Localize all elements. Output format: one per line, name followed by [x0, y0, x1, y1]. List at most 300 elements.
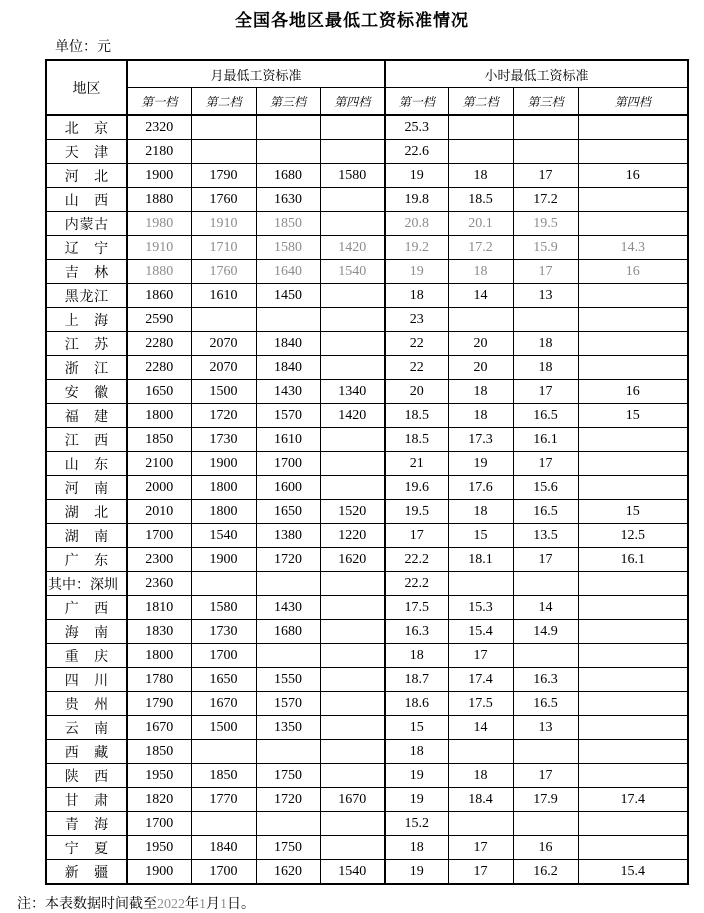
hourly-tier3-cell: 17	[513, 452, 578, 476]
monthly-tier2-cell: 1730	[191, 620, 256, 644]
hourly-tier4-cell	[578, 140, 688, 164]
hourly-tier3-cell: 18	[513, 332, 578, 356]
header-group-row	[46, 60, 688, 88]
region-name: 河南	[64, 481, 109, 497]
hourly-tier4-cell	[578, 452, 688, 476]
region-name: 吉林	[64, 265, 109, 281]
region-name: 辽宁	[64, 241, 109, 257]
monthly-tier4-cell	[320, 668, 385, 692]
region-name: 黑龙江	[64, 289, 109, 305]
table-row	[46, 716, 688, 740]
table-row	[46, 836, 688, 860]
table-row	[46, 236, 688, 260]
monthly-tier4-cell	[320, 836, 385, 860]
region-cell	[46, 115, 127, 140]
footer-note-month: 1	[199, 897, 206, 912]
monthly-tier4-cell: 1580	[320, 164, 385, 188]
monthly-tier2-cell: 1800	[191, 476, 256, 500]
monthly-tier4-cell	[320, 764, 385, 788]
hourly-tier2-cell: 15.4	[448, 620, 513, 644]
monthly-tier4-cell	[320, 212, 385, 236]
region-cell	[46, 500, 127, 524]
table-row	[46, 860, 688, 885]
hourly-tier2-cell: 17	[448, 836, 513, 860]
hourly-tier4-cell: 16.1	[578, 548, 688, 572]
region-name: 湖北	[64, 505, 109, 521]
hourly-tier1-cell: 18	[385, 284, 448, 308]
monthly-tier4-cell: 1540	[320, 860, 385, 885]
document-page	[0, 6, 704, 913]
monthly-tier2-cell: 1500	[191, 380, 256, 404]
hourly-tier3-cell: 19.5	[513, 212, 578, 236]
region-cell	[46, 284, 127, 308]
monthly-tier2-cell	[191, 740, 256, 764]
hourly-tier1-cell: 19	[385, 860, 448, 885]
hourly-tier1-cell: 19.2	[385, 236, 448, 260]
monthly-tier3-cell: 1570	[256, 692, 320, 716]
table-row	[46, 500, 688, 524]
monthly-tier2-cell: 1800	[191, 500, 256, 524]
monthly-tier2-cell	[191, 140, 256, 164]
hourly-tier4-cell	[578, 428, 688, 452]
monthly-tier3-cell: 1720	[256, 788, 320, 812]
region-name: 山东	[64, 457, 109, 473]
monthly-tier1-cell: 2000	[127, 476, 191, 500]
page-title: 全国各地区最低工资标准情况	[235, 11, 469, 30]
header-hourly-tier3: 第三档	[513, 88, 578, 116]
hourly-tier1-cell: 22	[385, 356, 448, 380]
hourly-tier3-cell: 16.5	[513, 404, 578, 428]
monthly-tier3-cell: 1840	[256, 356, 320, 380]
unit-note: 单位：元	[55, 40, 111, 55]
monthly-tier3-cell: 1570	[256, 404, 320, 428]
monthly-tier3-cell: 1600	[256, 476, 320, 500]
monthly-tier1-cell: 2100	[127, 452, 191, 476]
monthly-tier2-cell: 1790	[191, 164, 256, 188]
minimum-wage-table	[45, 59, 689, 885]
monthly-tier2-cell: 1610	[191, 284, 256, 308]
hourly-tier1-cell: 19.8	[385, 188, 448, 212]
hourly-tier3-cell	[513, 308, 578, 332]
hourly-tier2-cell: 17.6	[448, 476, 513, 500]
hourly-tier4-cell: 16	[578, 380, 688, 404]
region-name: 天津	[64, 145, 109, 161]
hourly-tier1-cell: 18.6	[385, 692, 448, 716]
hourly-tier3-cell: 13	[513, 716, 578, 740]
header-region: 地区	[46, 60, 127, 115]
hourly-tier2-cell	[448, 308, 513, 332]
monthly-tier2-cell: 1540	[191, 524, 256, 548]
hourly-tier3-cell: 13	[513, 284, 578, 308]
hourly-tier2-cell: 18.1	[448, 548, 513, 572]
region-name: 广东	[64, 553, 109, 569]
table-header	[46, 60, 688, 115]
hourly-tier3-cell: 18	[513, 356, 578, 380]
hourly-tier2-cell: 17	[448, 644, 513, 668]
hourly-tier2-cell	[448, 740, 513, 764]
region-cell	[46, 644, 127, 668]
table-row	[46, 188, 688, 212]
hourly-tier2-cell: 18.5	[448, 188, 513, 212]
monthly-tier1-cell: 1950	[127, 836, 191, 860]
table-row	[46, 115, 688, 140]
monthly-tier4-cell	[320, 115, 385, 140]
monthly-tier1-cell: 1650	[127, 380, 191, 404]
monthly-tier2-cell: 1900	[191, 452, 256, 476]
monthly-tier1-cell: 1700	[127, 812, 191, 836]
region-name: 浙江	[64, 361, 109, 377]
monthly-tier4-cell	[320, 452, 385, 476]
hourly-tier4-cell	[578, 212, 688, 236]
table-row	[46, 332, 688, 356]
monthly-tier1-cell: 2590	[127, 308, 191, 332]
region-name: 上海	[64, 313, 109, 329]
hourly-tier3-cell: 16.2	[513, 860, 578, 885]
monthly-tier1-cell: 1790	[127, 692, 191, 716]
monthly-tier3-cell: 1700	[256, 452, 320, 476]
hourly-tier4-cell	[578, 692, 688, 716]
region-cell	[46, 236, 127, 260]
table-row	[46, 524, 688, 548]
region-cell	[46, 572, 127, 596]
monthly-tier2-cell: 1700	[191, 644, 256, 668]
hourly-tier2-cell	[448, 115, 513, 140]
monthly-tier3-cell: 1680	[256, 620, 320, 644]
region-cell	[46, 308, 127, 332]
hourly-tier2-cell: 20	[448, 332, 513, 356]
hourly-tier2-cell	[448, 140, 513, 164]
table-row	[46, 284, 688, 308]
monthly-tier2-cell: 1650	[191, 668, 256, 692]
hourly-tier3-cell	[513, 812, 578, 836]
hourly-tier3-cell: 16.5	[513, 500, 578, 524]
region-name: 陕西	[64, 769, 109, 785]
region-name: 四川	[64, 673, 109, 689]
monthly-tier4-cell	[320, 692, 385, 716]
monthly-tier1-cell: 1800	[127, 404, 191, 428]
hourly-tier4-cell	[578, 572, 688, 596]
region-cell	[46, 716, 127, 740]
hourly-tier1-cell: 15	[385, 716, 448, 740]
monthly-tier4-cell: 1670	[320, 788, 385, 812]
hourly-tier2-cell: 18	[448, 500, 513, 524]
monthly-tier1-cell: 2180	[127, 140, 191, 164]
hourly-tier3-cell: 17	[513, 164, 578, 188]
hourly-tier4-cell	[578, 188, 688, 212]
region-cell	[46, 428, 127, 452]
monthly-tier4-cell	[320, 428, 385, 452]
monthly-tier3-cell: 1450	[256, 284, 320, 308]
monthly-tier3-cell: 1380	[256, 524, 320, 548]
monthly-tier4-cell: 1220	[320, 524, 385, 548]
monthly-tier1-cell: 1850	[127, 740, 191, 764]
monthly-tier3-cell	[256, 740, 320, 764]
hourly-tier4-cell	[578, 332, 688, 356]
monthly-tier4-cell: 1620	[320, 548, 385, 572]
table-row	[46, 812, 688, 836]
hourly-tier1-cell: 23	[385, 308, 448, 332]
monthly-tier4-cell	[320, 812, 385, 836]
monthly-tier1-cell: 1900	[127, 860, 191, 885]
hourly-tier1-cell: 20	[385, 380, 448, 404]
region-cell	[46, 380, 127, 404]
table-row	[46, 788, 688, 812]
hourly-tier4-cell	[578, 716, 688, 740]
region-name: 江苏	[64, 337, 109, 353]
monthly-tier4-cell: 1340	[320, 380, 385, 404]
hourly-tier2-cell: 19	[448, 452, 513, 476]
monthly-tier1-cell: 1950	[127, 764, 191, 788]
monthly-tier3-cell: 1650	[256, 500, 320, 524]
monthly-tier2-cell	[191, 572, 256, 596]
hourly-tier2-cell: 18	[448, 260, 513, 284]
monthly-tier3-cell: 1640	[256, 260, 320, 284]
hourly-tier3-cell	[513, 572, 578, 596]
region-name: 湖南	[64, 529, 109, 545]
region-cell	[46, 476, 127, 500]
monthly-tier3-cell: 1750	[256, 836, 320, 860]
region-name: 河北	[64, 169, 109, 185]
monthly-tier4-cell	[320, 740, 385, 764]
header-hourly-tier4: 第四档	[578, 88, 688, 116]
monthly-tier2-cell: 2070	[191, 332, 256, 356]
hourly-tier4-cell	[578, 740, 688, 764]
region-name: 山西	[64, 193, 109, 209]
table-row	[46, 644, 688, 668]
monthly-tier1-cell: 1900	[127, 164, 191, 188]
table-row	[46, 404, 688, 428]
table-row	[46, 356, 688, 380]
monthly-tier2-cell: 1840	[191, 836, 256, 860]
monthly-tier1-cell: 1850	[127, 428, 191, 452]
monthly-tier4-cell	[320, 308, 385, 332]
monthly-tier1-cell: 1670	[127, 716, 191, 740]
hourly-tier4-cell	[578, 668, 688, 692]
region-name: 青海	[64, 817, 109, 833]
region-name: 云南	[64, 721, 109, 737]
hourly-tier1-cell: 22	[385, 332, 448, 356]
hourly-tier2-cell	[448, 572, 513, 596]
hourly-tier1-cell: 18	[385, 644, 448, 668]
monthly-tier2-cell	[191, 115, 256, 140]
hourly-tier3-cell: 16.1	[513, 428, 578, 452]
monthly-tier3-cell	[256, 644, 320, 668]
hourly-tier4-cell: 16	[578, 164, 688, 188]
hourly-tier1-cell: 18	[385, 836, 448, 860]
monthly-tier4-cell	[320, 332, 385, 356]
hourly-tier3-cell: 17.9	[513, 788, 578, 812]
region-cell	[46, 692, 127, 716]
hourly-tier1-cell: 17	[385, 524, 448, 548]
monthly-tier3-cell: 1840	[256, 332, 320, 356]
monthly-tier4-cell	[320, 356, 385, 380]
hourly-tier2-cell: 18	[448, 164, 513, 188]
monthly-tier3-cell	[256, 140, 320, 164]
region-cell	[46, 596, 127, 620]
monthly-tier1-cell: 1700	[127, 524, 191, 548]
monthly-tier3-cell: 1750	[256, 764, 320, 788]
header-hourly-tier2: 第二档	[448, 88, 513, 116]
footer-note-month-unit: 月	[206, 897, 220, 912]
monthly-tier1-cell: 1780	[127, 668, 191, 692]
monthly-tier2-cell	[191, 308, 256, 332]
table-row	[46, 260, 688, 284]
hourly-tier2-cell: 18	[448, 404, 513, 428]
table-row	[46, 164, 688, 188]
monthly-tier1-cell: 1980	[127, 212, 191, 236]
region-name: 宁夏	[64, 841, 109, 857]
hourly-tier2-cell: 17.2	[448, 236, 513, 260]
monthly-tier3-cell: 1610	[256, 428, 320, 452]
region-cell	[46, 764, 127, 788]
monthly-tier3-cell: 1720	[256, 548, 320, 572]
hourly-tier2-cell: 18	[448, 764, 513, 788]
monthly-tier4-cell	[320, 284, 385, 308]
monthly-tier4-cell: 1420	[320, 404, 385, 428]
monthly-tier3-cell: 1430	[256, 596, 320, 620]
hourly-tier4-cell	[578, 764, 688, 788]
hourly-tier2-cell: 20.1	[448, 212, 513, 236]
hourly-tier4-cell	[578, 644, 688, 668]
region-cell	[46, 740, 127, 764]
footer-note-year-unit: 年	[185, 897, 199, 912]
hourly-tier2-cell: 18.4	[448, 788, 513, 812]
hourly-tier2-cell: 17.5	[448, 692, 513, 716]
region-cell	[46, 188, 127, 212]
table-row	[46, 668, 688, 692]
table-row	[46, 596, 688, 620]
region-cell	[46, 668, 127, 692]
region-cell	[46, 140, 127, 164]
monthly-tier1-cell: 1880	[127, 188, 191, 212]
hourly-tier2-cell: 14	[448, 716, 513, 740]
monthly-tier2-cell: 1670	[191, 692, 256, 716]
monthly-tier2-cell: 2070	[191, 356, 256, 380]
table-body	[46, 115, 688, 884]
hourly-tier3-cell: 17	[513, 764, 578, 788]
hourly-tier3-cell	[513, 115, 578, 140]
hourly-tier1-cell: 18.5	[385, 428, 448, 452]
region-cell	[46, 548, 127, 572]
header-monthly-tier4: 第四档	[320, 88, 385, 116]
footer-note-year: 2022	[157, 897, 185, 912]
monthly-tier4-cell	[320, 716, 385, 740]
monthly-tier3-cell: 1620	[256, 860, 320, 885]
header-monthly-group: 月最低工资标准	[127, 60, 385, 88]
monthly-tier2-cell: 1850	[191, 764, 256, 788]
monthly-tier4-cell	[320, 188, 385, 212]
hourly-tier3-cell: 15.9	[513, 236, 578, 260]
hourly-tier2-cell: 17	[448, 860, 513, 885]
hourly-tier3-cell: 15.6	[513, 476, 578, 500]
table-row	[46, 692, 688, 716]
hourly-tier3-cell: 17	[513, 260, 578, 284]
monthly-tier3-cell: 1630	[256, 188, 320, 212]
monthly-tier1-cell: 2360	[127, 572, 191, 596]
hourly-tier2-cell: 15	[448, 524, 513, 548]
region-cell	[46, 788, 127, 812]
monthly-tier3-cell: 1580	[256, 236, 320, 260]
hourly-tier3-cell: 17	[513, 548, 578, 572]
hourly-tier4-cell: 16	[578, 260, 688, 284]
monthly-tier4-cell	[320, 476, 385, 500]
monthly-tier2-cell: 1720	[191, 404, 256, 428]
monthly-tier2-cell: 1760	[191, 260, 256, 284]
hourly-tier1-cell: 22.6	[385, 140, 448, 164]
region-cell	[46, 260, 127, 284]
hourly-tier1-cell: 19	[385, 164, 448, 188]
region-cell	[46, 620, 127, 644]
hourly-tier4-cell	[578, 596, 688, 620]
region-name: 北京	[64, 121, 109, 137]
region-cell	[46, 860, 127, 885]
monthly-tier1-cell: 1830	[127, 620, 191, 644]
monthly-tier1-cell: 1800	[127, 644, 191, 668]
hourly-tier1-cell: 19	[385, 764, 448, 788]
region-name: 甘肃	[64, 793, 109, 809]
monthly-tier1-cell: 2010	[127, 500, 191, 524]
hourly-tier2-cell: 18	[448, 380, 513, 404]
region-cell	[46, 404, 127, 428]
region-name: 西藏	[64, 745, 109, 761]
monthly-tier3-cell	[256, 812, 320, 836]
hourly-tier4-cell: 15	[578, 404, 688, 428]
hourly-tier3-cell: 14	[513, 596, 578, 620]
table-row	[46, 212, 688, 236]
hourly-tier1-cell: 19	[385, 788, 448, 812]
hourly-tier3-cell: 14.9	[513, 620, 578, 644]
hourly-tier4-cell	[578, 812, 688, 836]
monthly-tier3-cell: 1850	[256, 212, 320, 236]
region-name: 广西	[64, 601, 109, 617]
hourly-tier4-cell	[578, 284, 688, 308]
hourly-tier1-cell: 18.5	[385, 404, 448, 428]
region-name: 内蒙古	[64, 217, 109, 233]
footer-note-prefix: 注：本表数据时间截至	[17, 897, 157, 912]
hourly-tier4-cell: 14.3	[578, 236, 688, 260]
hourly-tier1-cell: 19.6	[385, 476, 448, 500]
table-row	[46, 620, 688, 644]
hourly-tier4-cell: 17.4	[578, 788, 688, 812]
hourly-tier2-cell: 20	[448, 356, 513, 380]
hourly-tier1-cell: 17.5	[385, 596, 448, 620]
region-name: 福建	[64, 409, 109, 425]
monthly-tier1-cell: 1880	[127, 260, 191, 284]
hourly-tier1-cell: 20.8	[385, 212, 448, 236]
monthly-tier2-cell: 1580	[191, 596, 256, 620]
region-name: 重庆	[64, 649, 109, 665]
region-cell	[46, 836, 127, 860]
monthly-tier3-cell: 1350	[256, 716, 320, 740]
hourly-tier4-cell	[578, 620, 688, 644]
monthly-tier2-cell: 1500	[191, 716, 256, 740]
table-row	[46, 380, 688, 404]
monthly-tier4-cell	[320, 620, 385, 644]
hourly-tier4-cell	[578, 308, 688, 332]
monthly-tier4-cell	[320, 572, 385, 596]
region-cell	[46, 524, 127, 548]
monthly-tier2-cell	[191, 812, 256, 836]
region-name: 新疆	[64, 865, 109, 881]
monthly-tier3-cell	[256, 572, 320, 596]
footer-note-day: 1	[220, 897, 227, 912]
region-cell	[46, 356, 127, 380]
region-cell	[46, 212, 127, 236]
monthly-tier3-cell	[256, 308, 320, 332]
monthly-tier1-cell: 2300	[127, 548, 191, 572]
hourly-tier4-cell	[578, 836, 688, 860]
hourly-tier1-cell: 18.7	[385, 668, 448, 692]
